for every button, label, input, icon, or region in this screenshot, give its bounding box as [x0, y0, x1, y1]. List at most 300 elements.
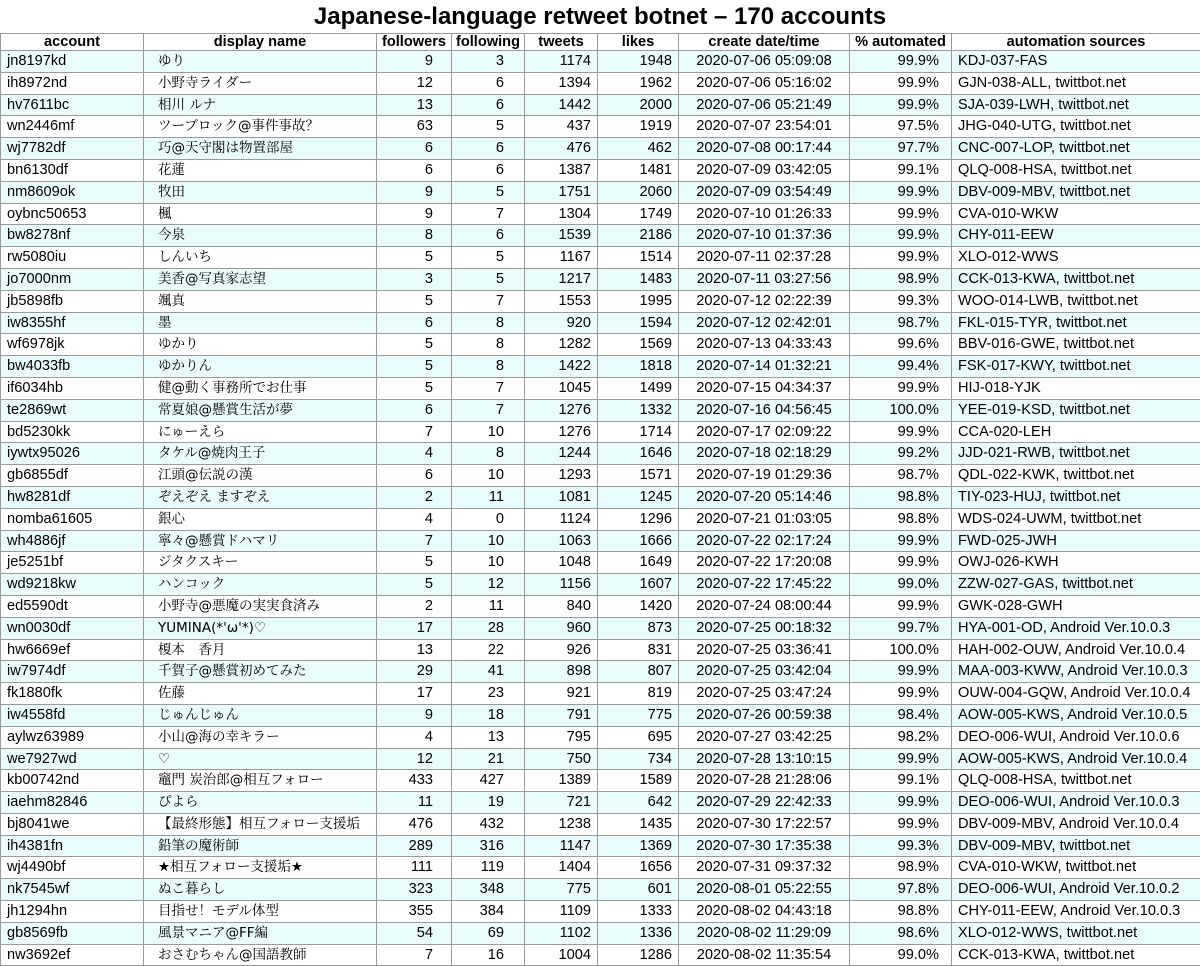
cell-tweets[interactable]: 791: [525, 704, 598, 726]
cell-followers[interactable]: 6: [377, 159, 452, 181]
cell-tweets[interactable]: 1387: [525, 159, 598, 181]
cell-likes[interactable]: 807: [598, 661, 679, 683]
cell-following[interactable]: 5: [452, 247, 525, 269]
cell-following[interactable]: 6: [452, 159, 525, 181]
column-header-likes[interactable]: likes: [598, 34, 679, 51]
cell-account[interactable]: wh4886jf: [1, 530, 144, 552]
cell-following[interactable]: 10: [452, 465, 525, 487]
cell-followers[interactable]: 13: [377, 639, 452, 661]
cell-percent-automated[interactable]: 98.8%: [850, 901, 952, 923]
cell-followers[interactable]: 2: [377, 486, 452, 508]
cell-likes[interactable]: 1336: [598, 922, 679, 944]
cell-percent-automated[interactable]: 99.3%: [850, 290, 952, 312]
cell-percent-automated[interactable]: 98.9%: [850, 268, 952, 290]
cell-followers[interactable]: 4: [377, 726, 452, 748]
cell-likes[interactable]: 2000: [598, 94, 679, 116]
cell-percent-automated[interactable]: 99.9%: [850, 595, 952, 617]
cell-create-date[interactable]: 2020-07-22 02:17:24: [679, 530, 850, 552]
cell-automation-sources[interactable]: TIY-023-HUJ, twittbot.net: [952, 486, 1200, 508]
cell-likes[interactable]: 1919: [598, 116, 679, 138]
cell-automation-sources[interactable]: HIJ-018-YJK: [952, 377, 1200, 399]
cell-followers[interactable]: 12: [377, 748, 452, 770]
cell-display-name[interactable]: ぬこ暮らし: [144, 879, 377, 901]
cell-account[interactable]: ih8972nd: [1, 72, 144, 94]
cell-followers[interactable]: 9: [377, 181, 452, 203]
cell-account[interactable]: hw8281df: [1, 486, 144, 508]
cell-create-date[interactable]: 2020-08-01 05:22:55: [679, 879, 850, 901]
cell-create-date[interactable]: 2020-07-09 03:54:49: [679, 181, 850, 203]
cell-account[interactable]: jb5898fb: [1, 290, 144, 312]
cell-account[interactable]: ed5590dt: [1, 595, 144, 617]
cell-likes[interactable]: 1818: [598, 356, 679, 378]
cell-create-date[interactable]: 2020-07-17 02:09:22: [679, 421, 850, 443]
cell-display-name[interactable]: 巧@天守閣は物置部屋: [144, 138, 377, 160]
cell-account[interactable]: rw5080iu: [1, 247, 144, 269]
cell-account[interactable]: te2869wt: [1, 399, 144, 421]
cell-create-date[interactable]: 2020-07-30 17:35:38: [679, 835, 850, 857]
cell-likes[interactable]: 1649: [598, 552, 679, 574]
cell-display-name[interactable]: YUMINA(*'ω'*)♡: [144, 617, 377, 639]
cell-following[interactable]: 0: [452, 508, 525, 530]
cell-create-date[interactable]: 2020-07-14 01:32:21: [679, 356, 850, 378]
cell-account[interactable]: wj4490bf: [1, 857, 144, 879]
cell-automation-sources[interactable]: JHG-040-UTG, twittbot.net: [952, 116, 1200, 138]
cell-display-name[interactable]: 江頭@伝説の漢: [144, 465, 377, 487]
cell-display-name[interactable]: 相川 ルナ: [144, 94, 377, 116]
cell-account[interactable]: nm8609ok: [1, 181, 144, 203]
cell-account[interactable]: ih4381fn: [1, 835, 144, 857]
column-header-following[interactable]: following: [452, 34, 525, 51]
cell-percent-automated[interactable]: 98.9%: [850, 857, 952, 879]
cell-automation-sources[interactable]: HYA-001-OD, Android Ver.10.0.3: [952, 617, 1200, 639]
cell-likes[interactable]: 1481: [598, 159, 679, 181]
column-header-percent-automated[interactable]: % automated: [850, 34, 952, 51]
cell-followers[interactable]: 17: [377, 683, 452, 705]
cell-tweets[interactable]: 750: [525, 748, 598, 770]
cell-display-name[interactable]: 目指せ！モデル体型: [144, 901, 377, 923]
cell-automation-sources[interactable]: FWD-025-JWH: [952, 530, 1200, 552]
cell-account[interactable]: jh1294hn: [1, 901, 144, 923]
cell-account[interactable]: nomba61605: [1, 508, 144, 530]
cell-display-name[interactable]: ★相互フォロー支援垢★: [144, 857, 377, 879]
cell-create-date[interactable]: 2020-07-26 00:59:38: [679, 704, 850, 726]
cell-percent-automated[interactable]: 97.8%: [850, 879, 952, 901]
cell-followers[interactable]: 5: [377, 334, 452, 356]
cell-automation-sources[interactable]: DEO-006-WUI, Android Ver.10.0.3: [952, 792, 1200, 814]
cell-followers[interactable]: 9: [377, 51, 452, 73]
cell-following[interactable]: 384: [452, 901, 525, 923]
cell-account[interactable]: hv7611bc: [1, 94, 144, 116]
cell-create-date[interactable]: 2020-07-06 05:09:08: [679, 51, 850, 73]
column-header-tweets[interactable]: tweets: [525, 34, 598, 51]
cell-display-name[interactable]: 楓: [144, 203, 377, 225]
cell-percent-automated[interactable]: 99.9%: [850, 377, 952, 399]
cell-account[interactable]: we7927wd: [1, 748, 144, 770]
cell-percent-automated[interactable]: 99.9%: [850, 813, 952, 835]
cell-likes[interactable]: 819: [598, 683, 679, 705]
cell-create-date[interactable]: 2020-07-06 05:21:49: [679, 94, 850, 116]
column-header-automation-sources[interactable]: automation sources: [952, 34, 1200, 51]
cell-automation-sources[interactable]: HAH-002-OUW, Android Ver.10.0.4: [952, 639, 1200, 661]
cell-automation-sources[interactable]: CHY-011-EEW, Android Ver.10.0.3: [952, 901, 1200, 923]
cell-followers[interactable]: 8: [377, 225, 452, 247]
cell-following[interactable]: 22: [452, 639, 525, 661]
cell-display-name[interactable]: ゆかりん: [144, 356, 377, 378]
cell-account[interactable]: aylwz63989: [1, 726, 144, 748]
cell-likes[interactable]: 734: [598, 748, 679, 770]
cell-account[interactable]: bw8278nf: [1, 225, 144, 247]
cell-percent-automated[interactable]: 98.6%: [850, 922, 952, 944]
cell-automation-sources[interactable]: GWK-028-GWH: [952, 595, 1200, 617]
cell-account[interactable]: iywtx95026: [1, 443, 144, 465]
cell-following[interactable]: 8: [452, 312, 525, 334]
cell-followers[interactable]: 6: [377, 138, 452, 160]
cell-likes[interactable]: 1332: [598, 399, 679, 421]
cell-display-name[interactable]: 竈門 炭治郎@相互フォロー: [144, 770, 377, 792]
cell-percent-automated[interactable]: 99.9%: [850, 181, 952, 203]
cell-tweets[interactable]: 840: [525, 595, 598, 617]
cell-tweets[interactable]: 437: [525, 116, 598, 138]
cell-percent-automated[interactable]: 99.7%: [850, 617, 952, 639]
cell-account[interactable]: iw8355hf: [1, 312, 144, 334]
cell-following[interactable]: 7: [452, 399, 525, 421]
cell-create-date[interactable]: 2020-07-19 01:29:36: [679, 465, 850, 487]
cell-followers[interactable]: 9: [377, 704, 452, 726]
cell-tweets[interactable]: 1109: [525, 901, 598, 923]
cell-following[interactable]: 19: [452, 792, 525, 814]
cell-account[interactable]: bd5230kk: [1, 421, 144, 443]
cell-automation-sources[interactable]: YEE-019-KSD, twittbot.net: [952, 399, 1200, 421]
cell-likes[interactable]: 1656: [598, 857, 679, 879]
cell-following[interactable]: 8: [452, 334, 525, 356]
cell-following[interactable]: 8: [452, 443, 525, 465]
cell-percent-automated[interactable]: 99.9%: [850, 748, 952, 770]
column-header-create-date[interactable]: create date/time: [679, 34, 850, 51]
cell-followers[interactable]: 63: [377, 116, 452, 138]
cell-display-name[interactable]: 小野寺ライダー: [144, 72, 377, 94]
cell-following[interactable]: 432: [452, 813, 525, 835]
cell-likes[interactable]: 1594: [598, 312, 679, 334]
cell-automation-sources[interactable]: QDL-022-KWK, twittbot.net: [952, 465, 1200, 487]
cell-display-name[interactable]: 小山@海の幸キラー: [144, 726, 377, 748]
cell-tweets[interactable]: 1389: [525, 770, 598, 792]
cell-percent-automated[interactable]: 99.4%: [850, 356, 952, 378]
cell-likes[interactable]: 1333: [598, 901, 679, 923]
cell-display-name[interactable]: 銀心: [144, 508, 377, 530]
cell-create-date[interactable]: 2020-07-24 08:00:44: [679, 595, 850, 617]
cell-following[interactable]: 316: [452, 835, 525, 857]
cell-automation-sources[interactable]: XLO-012-WWS, twittbot.net: [952, 922, 1200, 944]
cell-likes[interactable]: 642: [598, 792, 679, 814]
cell-following[interactable]: 13: [452, 726, 525, 748]
cell-display-name[interactable]: 颯真: [144, 290, 377, 312]
cell-create-date[interactable]: 2020-08-02 11:29:09: [679, 922, 850, 944]
column-header-display-name[interactable]: display name: [144, 34, 377, 51]
cell-tweets[interactable]: 926: [525, 639, 598, 661]
cell-likes[interactable]: 462: [598, 138, 679, 160]
cell-following[interactable]: 7: [452, 290, 525, 312]
cell-followers[interactable]: 7: [377, 530, 452, 552]
cell-display-name[interactable]: 美香@写真家志望: [144, 268, 377, 290]
cell-tweets[interactable]: 1045: [525, 377, 598, 399]
cell-following[interactable]: 12: [452, 574, 525, 596]
cell-create-date[interactable]: 2020-07-20 05:14:46: [679, 486, 850, 508]
cell-followers[interactable]: 54: [377, 922, 452, 944]
cell-following[interactable]: 28: [452, 617, 525, 639]
cell-display-name[interactable]: にゅーえら: [144, 421, 377, 443]
cell-create-date[interactable]: 2020-07-30 17:22:57: [679, 813, 850, 835]
cell-create-date[interactable]: 2020-07-22 17:20:08: [679, 552, 850, 574]
cell-following[interactable]: 21: [452, 748, 525, 770]
cell-display-name[interactable]: 小野寺@悪魔の実実食済み: [144, 595, 377, 617]
cell-tweets[interactable]: 1282: [525, 334, 598, 356]
cell-likes[interactable]: 1571: [598, 465, 679, 487]
cell-tweets[interactable]: 1304: [525, 203, 598, 225]
cell-likes[interactable]: 1749: [598, 203, 679, 225]
cell-percent-automated[interactable]: 99.9%: [850, 661, 952, 683]
cell-tweets[interactable]: 898: [525, 661, 598, 683]
cell-account[interactable]: jo7000nm: [1, 268, 144, 290]
cell-followers[interactable]: 7: [377, 421, 452, 443]
cell-display-name[interactable]: 榎本 香月: [144, 639, 377, 661]
cell-account[interactable]: bj8041we: [1, 813, 144, 835]
cell-following[interactable]: 8: [452, 356, 525, 378]
cell-tweets[interactable]: 1238: [525, 813, 598, 835]
cell-tweets[interactable]: 1553: [525, 290, 598, 312]
cell-followers[interactable]: 7: [377, 944, 452, 966]
cell-create-date[interactable]: 2020-07-07 23:54:01: [679, 116, 850, 138]
cell-create-date[interactable]: 2020-07-09 03:42:05: [679, 159, 850, 181]
cell-following[interactable]: 11: [452, 486, 525, 508]
cell-create-date[interactable]: 2020-07-13 04:33:43: [679, 334, 850, 356]
cell-display-name[interactable]: 常夏娘@懸賞生活が夢: [144, 399, 377, 421]
cell-followers[interactable]: 13: [377, 94, 452, 116]
cell-followers[interactable]: 4: [377, 443, 452, 465]
cell-automation-sources[interactable]: WOO-014-LWB, twittbot.net: [952, 290, 1200, 312]
cell-account[interactable]: nw3692ef: [1, 944, 144, 966]
cell-likes[interactable]: 1499: [598, 377, 679, 399]
cell-followers[interactable]: 17: [377, 617, 452, 639]
cell-tweets[interactable]: 1244: [525, 443, 598, 465]
cell-following[interactable]: 11: [452, 595, 525, 617]
cell-percent-automated[interactable]: 99.9%: [850, 94, 952, 116]
cell-following[interactable]: 10: [452, 421, 525, 443]
cell-percent-automated[interactable]: 99.3%: [850, 835, 952, 857]
cell-display-name[interactable]: タケル@焼肉王子: [144, 443, 377, 465]
cell-display-name[interactable]: 佐藤: [144, 683, 377, 705]
cell-automation-sources[interactable]: AOW-005-KWS, Android Ver.10.0.4: [952, 748, 1200, 770]
cell-percent-automated[interactable]: 99.9%: [850, 51, 952, 73]
cell-account[interactable]: nk7545wf: [1, 879, 144, 901]
cell-automation-sources[interactable]: SJA-039-LWH, twittbot.net: [952, 94, 1200, 116]
cell-percent-automated[interactable]: 99.9%: [850, 683, 952, 705]
cell-create-date[interactable]: 2020-07-25 03:42:04: [679, 661, 850, 683]
cell-percent-automated[interactable]: 100.0%: [850, 399, 952, 421]
cell-likes[interactable]: 1948: [598, 51, 679, 73]
cell-percent-automated[interactable]: 99.9%: [850, 203, 952, 225]
cell-create-date[interactable]: 2020-07-28 13:10:15: [679, 748, 850, 770]
cell-percent-automated[interactable]: 99.9%: [850, 225, 952, 247]
cell-likes[interactable]: 601: [598, 879, 679, 901]
cell-automation-sources[interactable]: FSK-017-KWY, twittbot.net: [952, 356, 1200, 378]
cell-create-date[interactable]: 2020-07-25 00:18:32: [679, 617, 850, 639]
cell-create-date[interactable]: 2020-07-12 02:42:01: [679, 312, 850, 334]
cell-automation-sources[interactable]: CVA-010-WKW, twittbot.net: [952, 857, 1200, 879]
cell-likes[interactable]: 1286: [598, 944, 679, 966]
cell-tweets[interactable]: 1422: [525, 356, 598, 378]
cell-following[interactable]: 5: [452, 268, 525, 290]
cell-create-date[interactable]: 2020-07-27 03:42:25: [679, 726, 850, 748]
cell-create-date[interactable]: 2020-07-31 09:37:32: [679, 857, 850, 879]
cell-automation-sources[interactable]: CCA-020-LEH: [952, 421, 1200, 443]
cell-following[interactable]: 69: [452, 922, 525, 944]
cell-following[interactable]: 5: [452, 116, 525, 138]
cell-automation-sources[interactable]: ZZW-027-GAS, twittbot.net: [952, 574, 1200, 596]
cell-create-date[interactable]: 2020-07-10 01:37:36: [679, 225, 850, 247]
cell-tweets[interactable]: 1124: [525, 508, 598, 530]
cell-account[interactable]: iw4558fd: [1, 704, 144, 726]
cell-tweets[interactable]: 775: [525, 879, 598, 901]
cell-automation-sources[interactable]: DEO-006-WUI, Android Ver.10.0.6: [952, 726, 1200, 748]
cell-tweets[interactable]: 1539: [525, 225, 598, 247]
cell-percent-automated[interactable]: 99.9%: [850, 72, 952, 94]
cell-tweets[interactable]: 1217: [525, 268, 598, 290]
cell-following[interactable]: 6: [452, 138, 525, 160]
cell-following[interactable]: 7: [452, 377, 525, 399]
cell-account[interactable]: gb6855df: [1, 465, 144, 487]
cell-create-date[interactable]: 2020-07-18 02:18:29: [679, 443, 850, 465]
cell-tweets[interactable]: 721: [525, 792, 598, 814]
cell-automation-sources[interactable]: GJN-038-ALL, twittbot.net: [952, 72, 1200, 94]
cell-likes[interactable]: 1420: [598, 595, 679, 617]
cell-followers[interactable]: 476: [377, 813, 452, 835]
cell-followers[interactable]: 5: [377, 356, 452, 378]
cell-display-name[interactable]: ゆり: [144, 51, 377, 73]
cell-likes[interactable]: 1666: [598, 530, 679, 552]
column-header-followers[interactable]: followers: [377, 34, 452, 51]
cell-followers[interactable]: 6: [377, 465, 452, 487]
cell-automation-sources[interactable]: XLO-012-WWS: [952, 247, 1200, 269]
cell-likes[interactable]: 775: [598, 704, 679, 726]
cell-automation-sources[interactable]: CVA-010-WKW: [952, 203, 1200, 225]
cell-percent-automated[interactable]: 99.9%: [850, 247, 952, 269]
cell-create-date[interactable]: 2020-07-22 17:45:22: [679, 574, 850, 596]
cell-account[interactable]: jn8197kd: [1, 51, 144, 73]
cell-percent-automated[interactable]: 99.9%: [850, 530, 952, 552]
cell-automation-sources[interactable]: OWJ-026-KWH: [952, 552, 1200, 574]
cell-percent-automated[interactable]: 98.2%: [850, 726, 952, 748]
cell-likes[interactable]: 831: [598, 639, 679, 661]
cell-display-name[interactable]: 風景マニア@FF編: [144, 922, 377, 944]
cell-percent-automated[interactable]: 98.8%: [850, 508, 952, 530]
cell-percent-automated[interactable]: 98.8%: [850, 486, 952, 508]
cell-percent-automated[interactable]: 100.0%: [850, 639, 952, 661]
cell-account[interactable]: wd9218kw: [1, 574, 144, 596]
cell-percent-automated[interactable]: 99.6%: [850, 334, 952, 356]
cell-likes[interactable]: 1435: [598, 813, 679, 835]
column-header-account[interactable]: account: [1, 34, 144, 51]
cell-automation-sources[interactable]: DBV-009-MBV, Android Ver.10.0.4: [952, 813, 1200, 835]
cell-create-date[interactable]: 2020-07-08 00:17:44: [679, 138, 850, 160]
cell-automation-sources[interactable]: WDS-024-UWM, twittbot.net: [952, 508, 1200, 530]
cell-percent-automated[interactable]: 99.9%: [850, 421, 952, 443]
cell-tweets[interactable]: 1174: [525, 51, 598, 73]
cell-automation-sources[interactable]: QLQ-008-HSA, twittbot.net: [952, 770, 1200, 792]
cell-tweets[interactable]: 795: [525, 726, 598, 748]
cell-likes[interactable]: 1569: [598, 334, 679, 356]
cell-likes[interactable]: 1245: [598, 486, 679, 508]
cell-followers[interactable]: 2: [377, 595, 452, 617]
cell-tweets[interactable]: 1147: [525, 835, 598, 857]
cell-followers[interactable]: 3: [377, 268, 452, 290]
cell-account[interactable]: wn2446mf: [1, 116, 144, 138]
cell-account[interactable]: bn6130df: [1, 159, 144, 181]
cell-tweets[interactable]: 1404: [525, 857, 598, 879]
cell-account[interactable]: oybnc50653: [1, 203, 144, 225]
cell-display-name[interactable]: ゆかり: [144, 334, 377, 356]
cell-create-date[interactable]: 2020-07-25 03:47:24: [679, 683, 850, 705]
cell-following[interactable]: 10: [452, 530, 525, 552]
cell-display-name[interactable]: じゅんじゅん: [144, 704, 377, 726]
cell-tweets[interactable]: 1276: [525, 399, 598, 421]
cell-account[interactable]: kb00742nd: [1, 770, 144, 792]
cell-display-name[interactable]: ぴよら: [144, 792, 377, 814]
cell-followers[interactable]: 355: [377, 901, 452, 923]
cell-account[interactable]: iaehm82846: [1, 792, 144, 814]
cell-followers[interactable]: 289: [377, 835, 452, 857]
cell-tweets[interactable]: 1167: [525, 247, 598, 269]
cell-automation-sources[interactable]: BBV-016-GWE, twittbot.net: [952, 334, 1200, 356]
cell-percent-automated[interactable]: 98.4%: [850, 704, 952, 726]
cell-likes[interactable]: 1514: [598, 247, 679, 269]
cell-display-name[interactable]: 牧田: [144, 181, 377, 203]
cell-likes[interactable]: 1714: [598, 421, 679, 443]
cell-following[interactable]: 6: [452, 72, 525, 94]
cell-display-name[interactable]: 健@動く事務所でお仕事: [144, 377, 377, 399]
cell-automation-sources[interactable]: CCK-013-KWA, twittbot.net: [952, 944, 1200, 966]
cell-create-date[interactable]: 2020-07-12 02:22:39: [679, 290, 850, 312]
cell-automation-sources[interactable]: CCK-013-KWA, twittbot.net: [952, 268, 1200, 290]
cell-percent-automated[interactable]: 99.9%: [850, 792, 952, 814]
cell-following[interactable]: 7: [452, 203, 525, 225]
cell-account[interactable]: wf6978jk: [1, 334, 144, 356]
cell-tweets[interactable]: 1156: [525, 574, 598, 596]
cell-following[interactable]: 5: [452, 181, 525, 203]
cell-display-name[interactable]: 今泉: [144, 225, 377, 247]
cell-likes[interactable]: 1646: [598, 443, 679, 465]
cell-followers[interactable]: 12: [377, 72, 452, 94]
cell-following[interactable]: 348: [452, 879, 525, 901]
cell-percent-automated[interactable]: 98.7%: [850, 465, 952, 487]
cell-followers[interactable]: 5: [377, 290, 452, 312]
cell-automation-sources[interactable]: CNC-007-LOP, twittbot.net: [952, 138, 1200, 160]
cell-followers[interactable]: 6: [377, 312, 452, 334]
cell-display-name[interactable]: 【最終形態】相互フォロー支援垢: [144, 813, 377, 835]
cell-followers[interactable]: 323: [377, 879, 452, 901]
cell-tweets[interactable]: 1442: [525, 94, 598, 116]
cell-account[interactable]: if6034hb: [1, 377, 144, 399]
cell-display-name[interactable]: 千賀子@懸賞初めてみた: [144, 661, 377, 683]
cell-tweets[interactable]: 920: [525, 312, 598, 334]
cell-likes[interactable]: 2060: [598, 181, 679, 203]
cell-create-date[interactable]: 2020-07-10 01:26:33: [679, 203, 850, 225]
cell-create-date[interactable]: 2020-07-28 21:28:06: [679, 770, 850, 792]
cell-following[interactable]: 41: [452, 661, 525, 683]
cell-percent-automated[interactable]: 98.7%: [850, 312, 952, 334]
cell-automation-sources[interactable]: MAA-003-KWW, Android Ver.10.0.3: [952, 661, 1200, 683]
cell-tweets[interactable]: 1751: [525, 181, 598, 203]
cell-followers[interactable]: 4: [377, 508, 452, 530]
